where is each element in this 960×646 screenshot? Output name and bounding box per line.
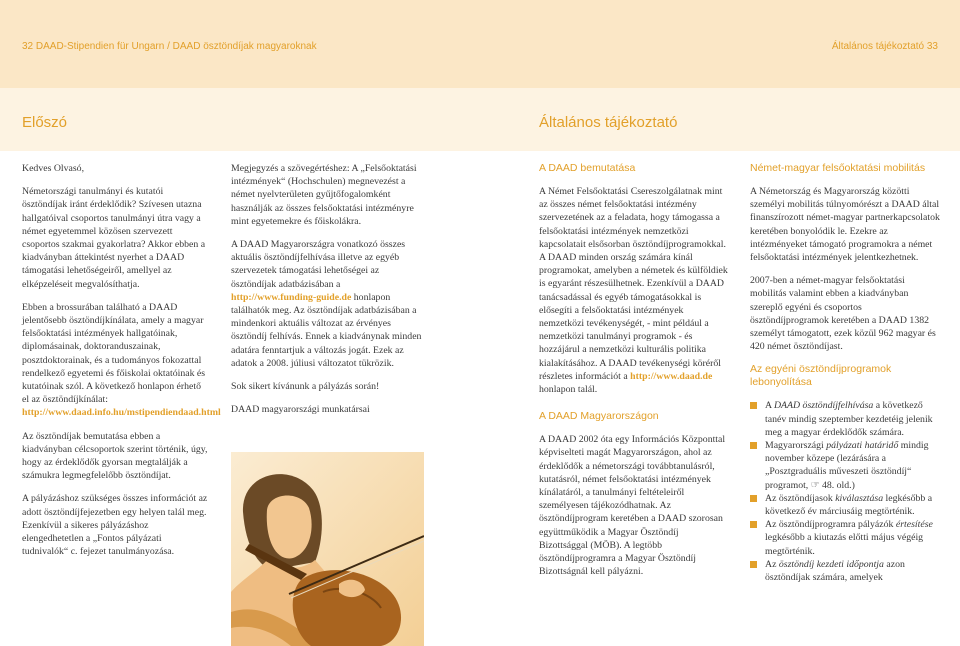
link-daad-de[interactable]: http://www.daad.de <box>630 370 713 382</box>
paragraph: A DAAD Magyarországra vonatkozó összes aktuális ösztöndíjfelhívása illetve az egyéb szervezetek támogatási lehetőségei az ösztöndíjak adatbázisában a http://www.funding-guide.de honlapon találhatók meg. Az ösztöndíjak adatbázisában a mindenkori aktuális változat az érvényes ösztöndíj felhívás. Ennek a kiadványnak minden adatára fenntartjuk a változás jogát. Ezek az adatok a 2008. júliusi változatot tükrözik. <box>231 239 422 369</box>
column-4 <box>750 162 940 584</box>
link-daad-info[interactable]: http://www.daad.info.hu/mstipendiendaad.html <box>22 407 221 419</box>
paragraph: Megjegyzés a szövegértéshez: A „Felsőoktatási intézmények“ (Hochschulen) megnevezést a német nyelvterületen gyűjtőfogalomként használják az összes felsőoktatási intézményre mint egyetemekre és főiskolákra. <box>231 163 417 227</box>
title-band <box>0 88 960 151</box>
paragraph: A pályázáshoz szükséges összes információt az adott ösztöndíjfejezetben egy helyen talál meg. Ezenkívül a sikeres pályázáshoz elengedhetetlen a „Fontos pályázati tudnivalók“ c. fejezet tanulmányozása. <box>22 493 208 558</box>
paragraph: A DAAD 2002 óta egy Információs Központtal képviselteti magát Magyarországon, ahol az érdeklődők a németországi továbbtanulásról, kutatásról, német felsőoktatási intézmények kínálatáról, a tanulmányi feltételeiről személyesen tájékozódhatnak. Az ösztöndíjprogram keretében a DAAD szorosan együttműködik a Magyar Ösztöndíj Bizottsággal (MÖB). A legtöbb ösztöndíjprogramra a Magyar Ösztöndíj Bizottságnál kell pályázni. <box>539 434 726 578</box>
list-item: Magyarországi pályázati határidő mindig november közepe (lezárására a „Posztgraduális műveszeti ösztöndíj“ programot, ☞ 48. old.) <box>750 439 940 492</box>
section-heading: A DAAD Magyarországon <box>539 410 659 423</box>
paragraph: Sok sikert kívánunk a pályázás során! <box>231 381 380 393</box>
paragraph: 2007-ben a német-magyar felsőoktatási mobilitás valamint ebben a kiadványban szereplő egyéni és csoportos ösztöndíjprogramok keretében a DAAD 1382 személyt támogatott, ezek közül 962 magyar és 420 német ösztöndíjast. <box>750 275 936 353</box>
signature: DAAD magyarországi munkatársai <box>231 404 370 416</box>
section-heading: Német-magyar felsőoktatási mobilitás <box>750 162 926 174</box>
list-item: Az ösztöndíj kezdeti időpontja azon ösztöndíjak számára, amelyek <box>750 558 940 584</box>
page-title-right: Általános tájékoztató <box>539 114 678 131</box>
paragraph: A Németország és Magyarország közötti személyi mobilitás túlnyomórészt a DAAD által finanszírozott német-magyar partnerkapcsolatok keretében bonyolódik le. Ezekre az intézményeket támogató programokra a német felsőoktatási intézmények jelentkezhetnek. <box>750 186 940 264</box>
column-2 <box>231 162 424 426</box>
column-3 <box>539 162 729 588</box>
salutation: Kedves Olvasó, <box>22 163 85 174</box>
paragraph: Az ösztöndíjak bemutatása ebben a kiadványban célcsoportok szerint történik, úgy, hogy az érdeklődők gyorsan megtalálják a számukra legmegfelelőbb ösztöndíjat. <box>22 430 208 482</box>
square-bullet-icon <box>750 442 757 449</box>
list-item: Az ösztöndíjprogramra pályázók értesítése legkésőbb a kiutazás előtti május végéig megtörténik. <box>750 518 940 558</box>
paragraph: A Német Felsőoktatási Csereszolgálatnak mint az összes német felsőoktatási intézmény szervezetének az a feladata, hogy támogassa a felsőoktatási intézmények nemzetközi kapcsolatait elsősorban ösztöndíjprogramokkal. A DAAD minden ország számára kínál programokat, amelyben a németek és külföldiek is egyaránt részesülhetnek. Ezenkívül a DAAD tanácsadással és egyéb támogatásokkal is elősegíti a felsőoktatási intézmények nemzetközi tevékenységét, - mint például a nemzetközi tanulmányi programok - és hozzájárul a nemzetközi kulturális politika kialakításához. A DAAD tevékenységi köréről részletes információt a http://www.daad.de honlapon talál. <box>539 186 728 396</box>
square-bullet-icon <box>750 495 757 502</box>
violinist-photo <box>231 452 424 646</box>
square-bullet-icon <box>750 402 757 409</box>
square-bullet-icon <box>750 561 757 568</box>
list-item: A DAAD ösztöndíjfelhívása a következő tanév mindig szeptember kezdetéig jelenik meg a magyar érdeklődők számára. <box>750 399 940 439</box>
running-header-right: Általános tájékoztató 33 <box>831 41 938 52</box>
link-funding-guide[interactable]: http://www.funding-guide.de <box>231 291 352 303</box>
paragraph: Németországi tanulmányi és kutatói ösztöndíjak iránt érdeklődik? Szívesen utazna hallgatóival csoportos tanulmányi útra vagy a német egyetemmel közösen szervezett csoportos szakmai gyakorlatra? Akkor ebben a kiadványban áttekintést nyerhet a DAAD támogatási lehetőségeiről, amellyel az elképzeléseit megvalósíthatja. <box>22 186 206 290</box>
running-header-left: 32 DAAD-Stipendien für Ungarn / DAAD ösztöndíjak magyaroknak <box>22 41 317 52</box>
bullet-list <box>750 399 940 584</box>
section-heading: Az egyéni ösztöndíjprogramok lebonyolítása <box>750 363 892 389</box>
column-1 <box>22 162 221 568</box>
page-title-left: Előszó <box>22 114 68 131</box>
section-heading: A DAAD bemutatása <box>539 162 636 174</box>
square-bullet-icon <box>750 521 757 528</box>
list-item: Az ösztöndíjasok kiválasztása legkésőbb a következő év márciusáig megtörténik. <box>750 492 940 518</box>
paragraph: Ebben a brossurában található a DAAD jelentősebb ösztöndíjkínálata, amely a magyar felsőoktatási intézmények hallgatóinak, diplomásainak, doktoranduszainak, posztdoktorainak, és a tudományos fokozattal rendelkező egyetemi és főiskolai oktatóinak és kutatóinak szól. A következő honlapon érhető el az ösztöndíjkínálat: http://www.daad.info.hu/mstipendiendaad.html <box>22 301 221 419</box>
